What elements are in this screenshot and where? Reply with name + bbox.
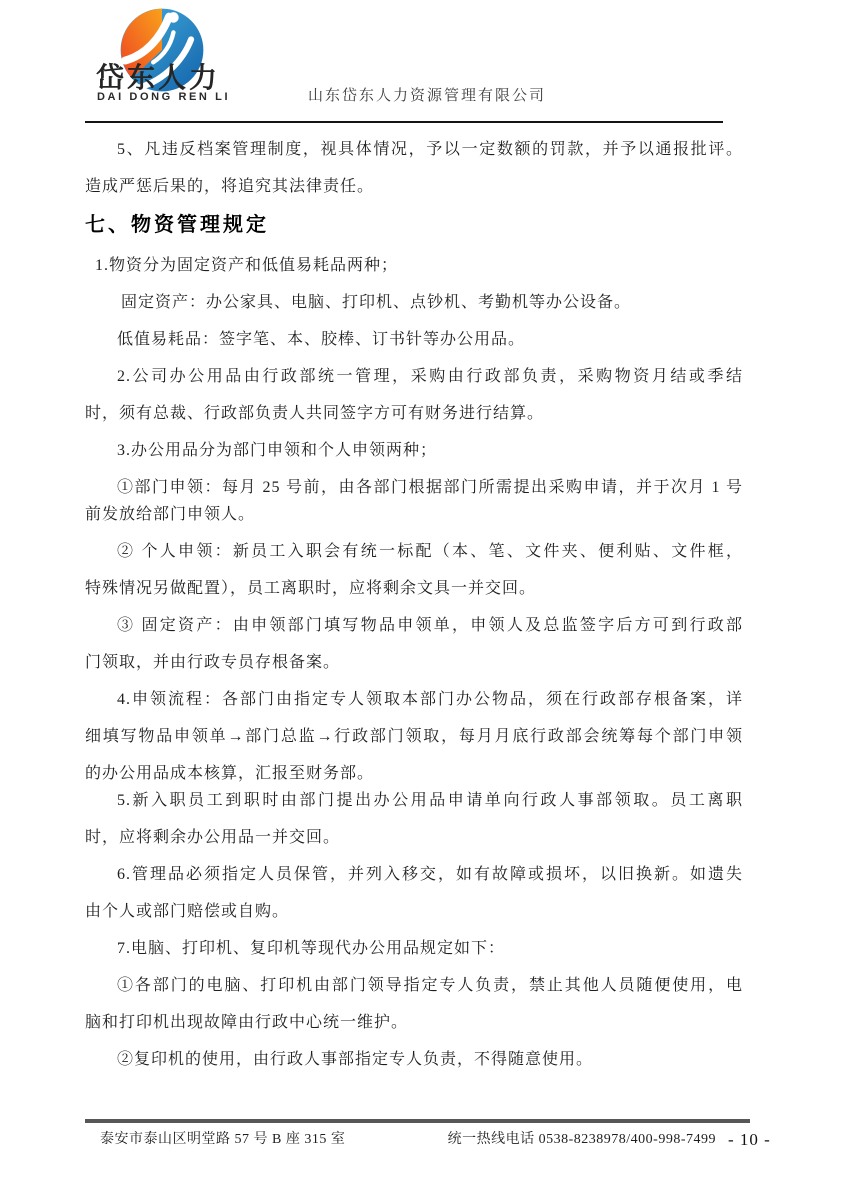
body-line: 细填写物品申领单→部门总监→行政部门领取，每月月底行政部会统筹每个部门申领	[85, 728, 743, 745]
company-name: 山东岱东人力资源管理有限公司	[308, 88, 547, 104]
body-line: 脑和打印机出现故障由行政中心统一维护。	[85, 1014, 409, 1031]
footer-hotline: 统一热线电话 0538-8238978/400-998-7499	[447, 1132, 716, 1147]
body-line: 前发放给部门申领人。	[85, 506, 256, 523]
body-line: 5、凡违反档案管理制度，视具体情况，予以一定数额的罚款，并予以通报批评。	[117, 141, 743, 158]
body-line: 由个人或部门赔偿或自购。	[85, 903, 290, 920]
body-line: 门领取，并由行政专员存根备案。	[85, 654, 341, 671]
body-line: 时，应将剩余办公用品一并交回。	[85, 829, 341, 846]
logo-subtitle: DAI DONG REN LI	[97, 91, 231, 103]
page-number: - 10 -	[728, 1130, 771, 1149]
body-line: 1.物资分为固定资产和低值易耗品两种；	[95, 257, 399, 274]
body-line: 造成严惩后果的，将追究其法律责任。	[85, 178, 375, 195]
body-line: 的办公用品成本核算，汇报至财务部。	[85, 765, 375, 782]
body-line: 特殊情况另做配置），员工离职时，应将剩余文具一并交回。	[85, 580, 537, 597]
body-line: 6.管理品必须指定人员保管，并列入移交，如有故障或损坏，以旧换新。如遗失	[117, 866, 743, 883]
body-line: 2.公司办公用品由行政部统一管理，采购由行政部负责，采购物资月结或季结	[117, 368, 743, 385]
body-line: 7.电脑、打印机、复印机等现代办公用品规定如下：	[117, 940, 506, 957]
body-line: ①各部门的电脑、打印机由部门领导指定专人负责，禁止其他人员随便使用，电	[117, 977, 743, 994]
logo-title: 岱东人力	[96, 62, 221, 93]
footer-divider	[85, 1119, 750, 1123]
body-line: ②复印机的使用，由行政人事部指定专人负责，不得随意使用。	[117, 1051, 594, 1068]
body-line: ③ 固定资产：由申领部门填写物品申领单，申领人及总监签字后方可到行政部	[117, 617, 743, 634]
body-line: 低值易耗品：签字笔、本、胶棒、订书针等办公用品。	[117, 331, 526, 348]
body-line: 3.办公用品分为部门申领和个人申领两种；	[117, 442, 438, 459]
body-line: ② 个人申领：新员工入职会有统一标配（本、笔、文件夹、便利贴、文件框，	[117, 543, 743, 560]
body-line: ①部门申领：每月 25 号前，由各部门根据部门所需提出采购申请，并于次月 1 号	[117, 479, 743, 496]
section-heading: 七、物资管理规定	[85, 214, 269, 236]
footer-address: 泰安市泰山区明堂路 57 号 B 座 315 室	[100, 1132, 346, 1147]
body-line: 4.申领流程：各部门由指定专人领取本部门办公物品，须在行政部存根备案，详	[117, 691, 743, 708]
body-line: 5.新入职员工到职时由部门提出办公用品申请单向行政人事部领取。员工离职	[117, 792, 743, 809]
body-line: 时，须有总裁、行政部负责人共同签字方可有财务进行结算。	[85, 405, 545, 422]
document-body	[85, 123, 743, 1070]
body-line: 固定资产：办公家具、电脑、打印机、点钞机、考勤机等办公设备。	[121, 294, 632, 311]
